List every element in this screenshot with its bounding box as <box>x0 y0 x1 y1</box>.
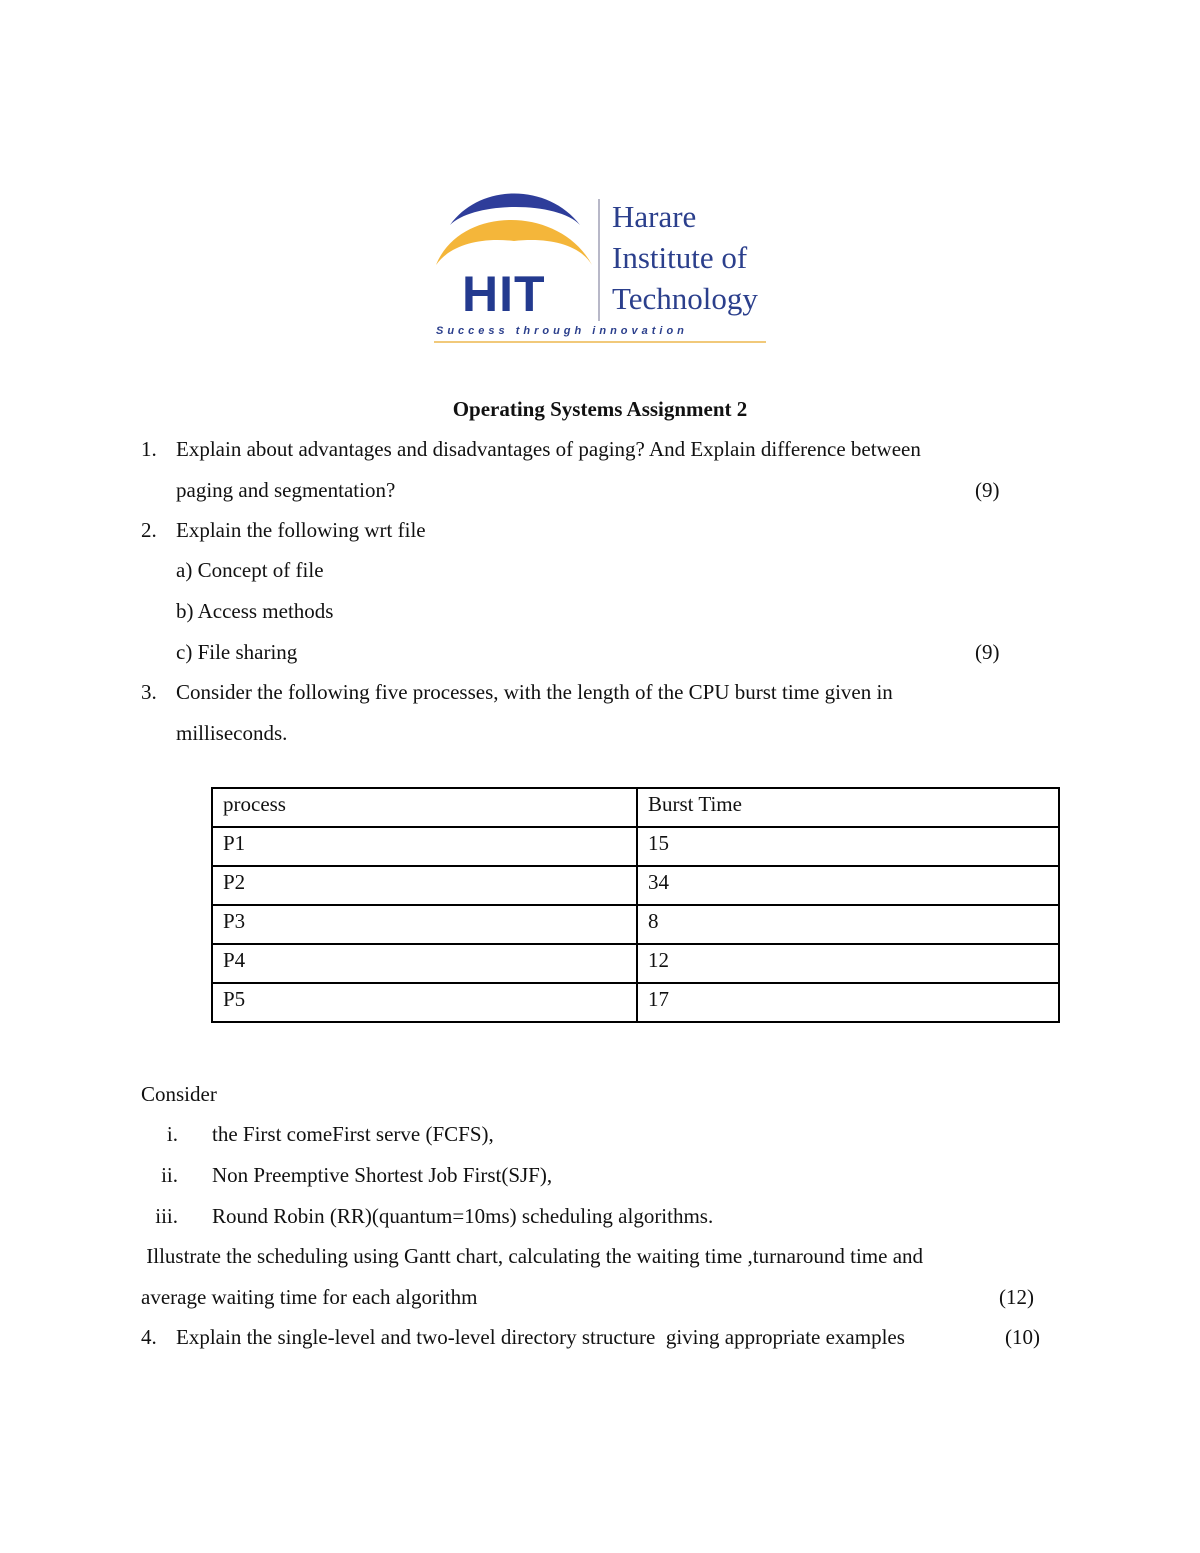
logo-tagline: Success through innovation <box>436 325 688 337</box>
logo-underline <box>434 341 766 343</box>
consider-marks: (12) <box>999 1285 1034 1309</box>
question-1-line-1: Explain about advantages and disadvantages of paging? And Explain difference between <box>176 437 921 461</box>
table-cell: 8 <box>637 905 1059 944</box>
table-cell: 34 <box>637 866 1059 905</box>
consider-heading: Consider <box>141 1082 217 1106</box>
table-cell: P1 <box>212 827 637 866</box>
logo-name-line-2: Institute of <box>612 240 748 275</box>
table-row <box>212 944 1059 983</box>
logo-acronym: HIT <box>462 266 546 322</box>
illustrate-line-2: average waiting time for each algorithm <box>141 1285 478 1309</box>
question-3-line-2: milliseconds. <box>176 721 288 745</box>
consider-item-2-text: Non Preemptive Shortest Job First(SJF), <box>212 1163 553 1187</box>
umbrella-arc-icon <box>430 185 600 275</box>
question-2-number: 2. <box>141 518 157 542</box>
table-cell: P3 <box>212 905 637 944</box>
logo-name-line-3: Technology <box>612 281 758 316</box>
table-row <box>212 827 1059 866</box>
table-cell: P4 <box>212 944 637 983</box>
consider-item-1-numeral: i. <box>166 1122 178 1146</box>
table-cell: 17 <box>637 983 1059 1022</box>
table-cell: P2 <box>212 866 637 905</box>
table-cell: P5 <box>212 983 637 1022</box>
question-4-line-1: Explain the single-level and two-level directory structure giving appropriate examples <box>176 1325 905 1349</box>
question-2-marks: (9) <box>975 640 1000 664</box>
question-1-number: 1. <box>141 437 157 461</box>
table-row <box>212 905 1059 944</box>
table-header-row <box>212 788 1059 827</box>
question-2-line-1: Explain the following wrt file <box>176 518 426 542</box>
question-2-sub-b: b) Access methods <box>176 599 334 623</box>
logo-divider <box>598 199 600 321</box>
table-header-cell: process <box>212 788 637 827</box>
table-row <box>212 866 1059 905</box>
question-2-sub-c: c) File sharing <box>176 640 298 664</box>
question-3-number: 3. <box>141 680 157 704</box>
question-3-line-1: Consider the following five processes, with the length of the CPU burst time given in <box>176 680 893 704</box>
question-1-marks: (9) <box>975 478 1000 502</box>
institution-logo <box>430 185 770 350</box>
page-title: Operating Systems Assignment 2 <box>452 397 748 421</box>
question-4-marks: (10) <box>1005 1325 1040 1349</box>
consider-item-3-text: Round Robin (RR)(quantum=10ms) scheduling algorithms. <box>212 1204 714 1228</box>
question-2-sub-a: a) Concept of file <box>176 558 324 582</box>
table-row <box>212 983 1059 1022</box>
consider-item-3-numeral: iii. <box>155 1204 178 1228</box>
question-1-line-2: paging and segmentation? <box>176 478 396 502</box>
burst-time-table <box>211 787 1060 1023</box>
table-cell: 12 <box>637 944 1059 983</box>
table-cell: 15 <box>637 827 1059 866</box>
illustrate-line-1: Illustrate the scheduling using Gantt chart, calculating the waiting time ,turnaround time and <box>141 1244 924 1268</box>
table-header-cell: Burst Time <box>637 788 1059 827</box>
logo-name-line-1: Harare <box>612 199 697 234</box>
question-4-number: 4. <box>141 1325 157 1349</box>
consider-item-1-text: the First comeFirst serve (FCFS), <box>212 1122 494 1146</box>
consider-item-2-numeral: ii. <box>161 1163 178 1187</box>
